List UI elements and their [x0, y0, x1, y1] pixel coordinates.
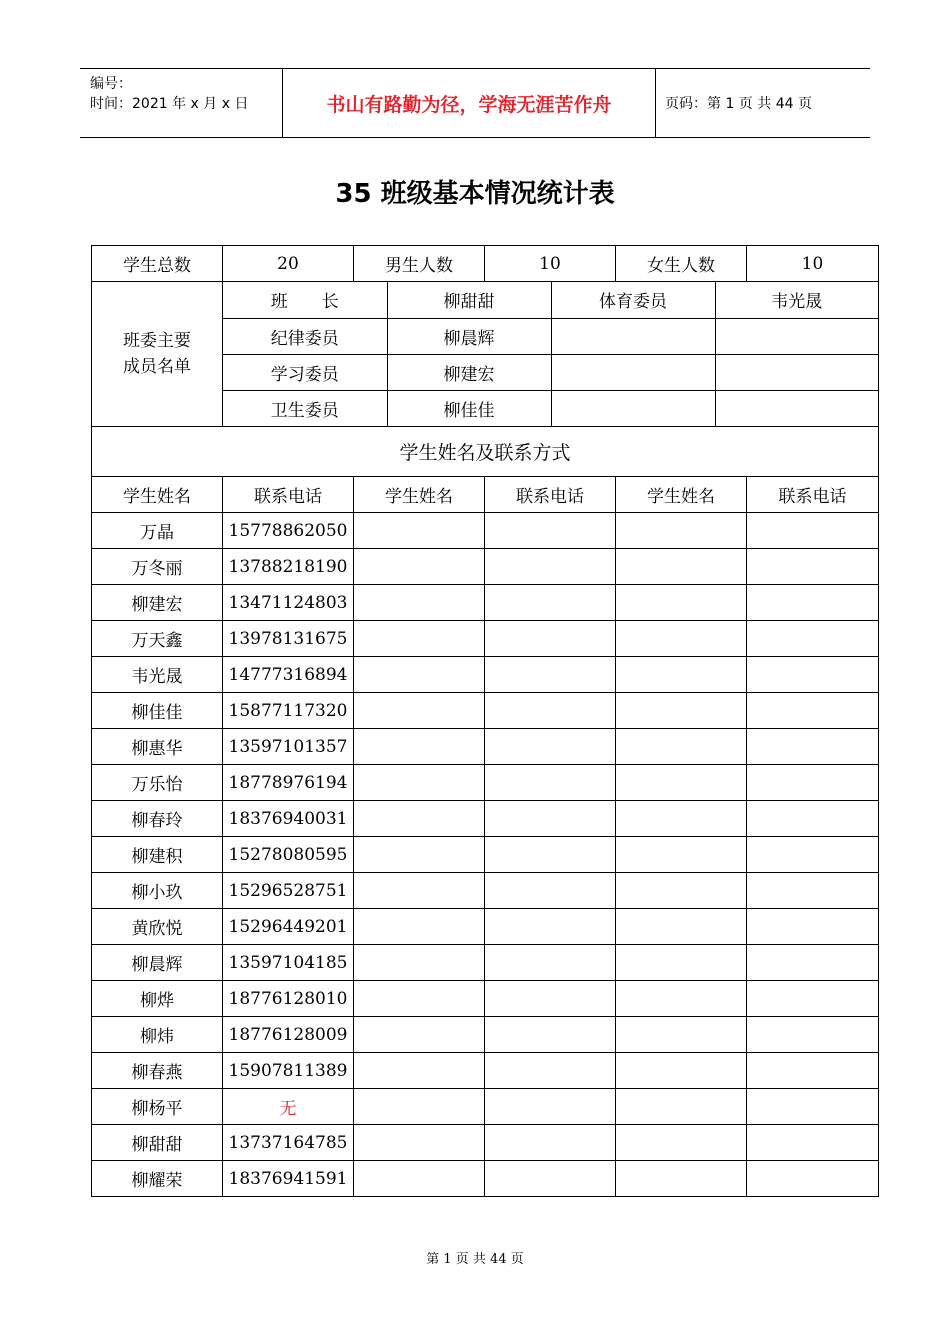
student-phone: 13597104185 [223, 945, 354, 981]
contacts-header-row [92, 477, 879, 513]
empty-cell [616, 1125, 747, 1161]
committee-row-4 [223, 390, 878, 426]
empty-cell [354, 873, 485, 909]
empty-cell [354, 765, 485, 801]
empty-cell [747, 549, 879, 585]
committee-role: 体育委员 [551, 282, 715, 318]
committee-role: 纪律委员 [223, 318, 387, 354]
committee-name: 柳晨辉 [387, 318, 551, 354]
female-value: 10 [747, 246, 879, 282]
empty-cell [616, 621, 747, 657]
student-name: 柳杨平 [92, 1089, 223, 1125]
column-header-name: 学生姓名 [354, 477, 485, 513]
empty-cell [485, 513, 616, 549]
empty-cell [485, 945, 616, 981]
empty-cell [354, 981, 485, 1017]
student-phone: 18776128009 [223, 1017, 354, 1053]
empty-cell [485, 837, 616, 873]
empty-cell [616, 1161, 747, 1197]
empty-cell [616, 693, 747, 729]
empty-cell [485, 873, 616, 909]
committee-name [715, 318, 878, 354]
committee-name [715, 354, 878, 390]
table-row [92, 729, 879, 765]
committee-cell [223, 282, 879, 427]
committee-name: 柳甜甜 [387, 282, 551, 318]
student-name: 柳炜 [92, 1017, 223, 1053]
empty-cell [747, 945, 879, 981]
table-row [92, 909, 879, 945]
committee-row-1 [223, 282, 878, 318]
committee-role: 学习委员 [223, 354, 387, 390]
table-row [92, 1089, 879, 1125]
table-row [92, 873, 879, 909]
empty-cell [354, 1125, 485, 1161]
committee-role [551, 390, 715, 426]
student-name: 柳佳佳 [92, 693, 223, 729]
empty-cell [354, 945, 485, 981]
table-row [92, 657, 879, 693]
empty-cell [485, 981, 616, 1017]
empty-cell [616, 1053, 747, 1089]
student-name: 柳建积 [92, 837, 223, 873]
empty-cell [485, 621, 616, 657]
committee-name: 韦光晟 [715, 282, 878, 318]
committee-role: 班 长 [223, 282, 387, 318]
female-label: 女生人数 [616, 246, 747, 282]
student-phone: 无 [223, 1089, 354, 1125]
empty-cell [747, 693, 879, 729]
empty-cell [354, 513, 485, 549]
total-value: 20 [223, 246, 354, 282]
empty-cell [747, 1017, 879, 1053]
student-rows [92, 513, 879, 1197]
empty-cell [485, 1089, 616, 1125]
empty-cell [747, 1125, 879, 1161]
empty-cell [616, 837, 747, 873]
empty-cell [485, 549, 616, 585]
student-name: 柳耀荣 [92, 1161, 223, 1197]
committee-row-3 [223, 354, 878, 390]
committee-name: 柳佳佳 [387, 390, 551, 426]
table-row [92, 621, 879, 657]
student-name: 柳烨 [92, 981, 223, 1017]
student-name: 黄欣悦 [92, 909, 223, 945]
student-phone: 18376940031 [223, 801, 354, 837]
table-row [92, 693, 879, 729]
student-name: 柳小玖 [92, 873, 223, 909]
empty-cell [354, 801, 485, 837]
contacts-section-title: 学生姓名及联系方式 [92, 427, 879, 477]
total-label: 学生总数 [92, 246, 223, 282]
student-name: 柳春燕 [92, 1053, 223, 1089]
student-name: 柳甜甜 [92, 1125, 223, 1161]
empty-cell [747, 1089, 879, 1125]
empty-cell [485, 1161, 616, 1197]
contacts-section-row [92, 427, 879, 477]
header-meta [80, 69, 283, 137]
empty-cell [616, 945, 747, 981]
empty-cell [485, 801, 616, 837]
empty-cell [747, 1161, 879, 1197]
empty-cell [616, 549, 747, 585]
student-phone: 14777316894 [223, 657, 354, 693]
table-row [92, 549, 879, 585]
empty-cell [747, 729, 879, 765]
student-phone: 13597101357 [223, 729, 354, 765]
column-header-name: 学生姓名 [616, 477, 747, 513]
empty-cell [485, 585, 616, 621]
empty-cell [354, 693, 485, 729]
number-label: 编号： [90, 76, 132, 92]
empty-cell [485, 1017, 616, 1053]
student-phone: 15778862050 [223, 513, 354, 549]
empty-cell [354, 837, 485, 873]
empty-cell [616, 1017, 747, 1053]
table-row [92, 765, 879, 801]
committee-role: 卫生委员 [223, 390, 387, 426]
male-value: 10 [485, 246, 616, 282]
student-name: 柳晨辉 [92, 945, 223, 981]
committee-row [92, 282, 879, 427]
student-phone: 18376941591 [223, 1161, 354, 1197]
document-header [80, 68, 870, 138]
empty-cell [747, 765, 879, 801]
empty-cell [616, 657, 747, 693]
empty-cell [485, 1125, 616, 1161]
column-header-phone: 联系电话 [223, 477, 354, 513]
empty-cell [616, 729, 747, 765]
student-name: 万乐怡 [92, 765, 223, 801]
class-info-table [91, 245, 879, 1197]
header-motto: 书山有路勤为径，学海无涯苦作舟 [283, 69, 656, 137]
student-phone: 13471124803 [223, 585, 354, 621]
page-title: 35 班级基本情况统计表 [335, 179, 615, 209]
column-header-phone: 联系电话 [485, 477, 616, 513]
committee-role [551, 354, 715, 390]
column-header-phone: 联系电话 [747, 477, 879, 513]
table-row [92, 1017, 879, 1053]
student-phone: 18778976194 [223, 765, 354, 801]
empty-cell [616, 981, 747, 1017]
table-row [92, 1161, 879, 1197]
column-header-name: 学生姓名 [92, 477, 223, 513]
empty-cell [354, 549, 485, 585]
table-row [92, 801, 879, 837]
empty-cell [354, 621, 485, 657]
student-phone: 15877117320 [223, 693, 354, 729]
male-label: 男生人数 [354, 246, 485, 282]
empty-cell [747, 621, 879, 657]
empty-cell [485, 729, 616, 765]
student-name: 韦光晟 [92, 657, 223, 693]
committee-name [715, 390, 878, 426]
empty-cell [616, 801, 747, 837]
table-row [92, 1125, 879, 1161]
empty-cell [747, 981, 879, 1017]
empty-cell [354, 657, 485, 693]
empty-cell [485, 909, 616, 945]
empty-cell [747, 657, 879, 693]
student-name: 万冬丽 [92, 549, 223, 585]
table-row [92, 945, 879, 981]
page-footer: 第 1 页 共 44 页 [426, 1252, 524, 1267]
empty-cell [485, 657, 616, 693]
empty-cell [747, 585, 879, 621]
time-label: 时间：2021 年 x 月 x 日 [90, 96, 249, 112]
committee-label-text: 班委主要成员名单 [123, 331, 191, 377]
empty-cell [616, 765, 747, 801]
empty-cell [616, 909, 747, 945]
empty-cell [616, 873, 747, 909]
table-row [92, 513, 879, 549]
student-phone: 15296528751 [223, 873, 354, 909]
empty-cell [747, 909, 879, 945]
student-phone: 13978131675 [223, 621, 354, 657]
student-phone: 13737164785 [223, 1125, 354, 1161]
table-row [92, 1053, 879, 1089]
header-page-info: 页码：第 1 页 共 44 页 [665, 96, 812, 112]
empty-cell [616, 585, 747, 621]
committee-label [92, 282, 223, 427]
committee-name: 柳建宏 [387, 354, 551, 390]
empty-cell [354, 1161, 485, 1197]
student-phone: 18776128010 [223, 981, 354, 1017]
student-phone: 15278080595 [223, 837, 354, 873]
empty-cell [354, 1089, 485, 1125]
committee-row-2 [223, 318, 878, 354]
empty-cell [354, 1017, 485, 1053]
student-name: 万天鑫 [92, 621, 223, 657]
empty-cell [616, 513, 747, 549]
empty-cell [354, 1053, 485, 1089]
student-name: 万晶 [92, 513, 223, 549]
student-phone: 13788218190 [223, 549, 354, 585]
empty-cell [616, 1089, 747, 1125]
empty-cell [747, 873, 879, 909]
stats-row [92, 246, 879, 282]
student-name: 柳春玲 [92, 801, 223, 837]
table-row [92, 585, 879, 621]
table-row [92, 837, 879, 873]
committee-role [551, 318, 715, 354]
empty-cell [354, 729, 485, 765]
empty-cell [485, 765, 616, 801]
student-name: 柳惠华 [92, 729, 223, 765]
student-phone: 15907811389 [223, 1053, 354, 1089]
empty-cell [747, 1053, 879, 1089]
empty-cell [354, 909, 485, 945]
empty-cell [485, 693, 616, 729]
empty-cell [747, 513, 879, 549]
table-row [92, 981, 879, 1017]
student-phone: 15296449201 [223, 909, 354, 945]
empty-cell [354, 585, 485, 621]
empty-cell [747, 801, 879, 837]
empty-cell [747, 837, 879, 873]
student-name: 柳建宏 [92, 585, 223, 621]
empty-cell [485, 1053, 616, 1089]
committee-table [223, 282, 878, 426]
